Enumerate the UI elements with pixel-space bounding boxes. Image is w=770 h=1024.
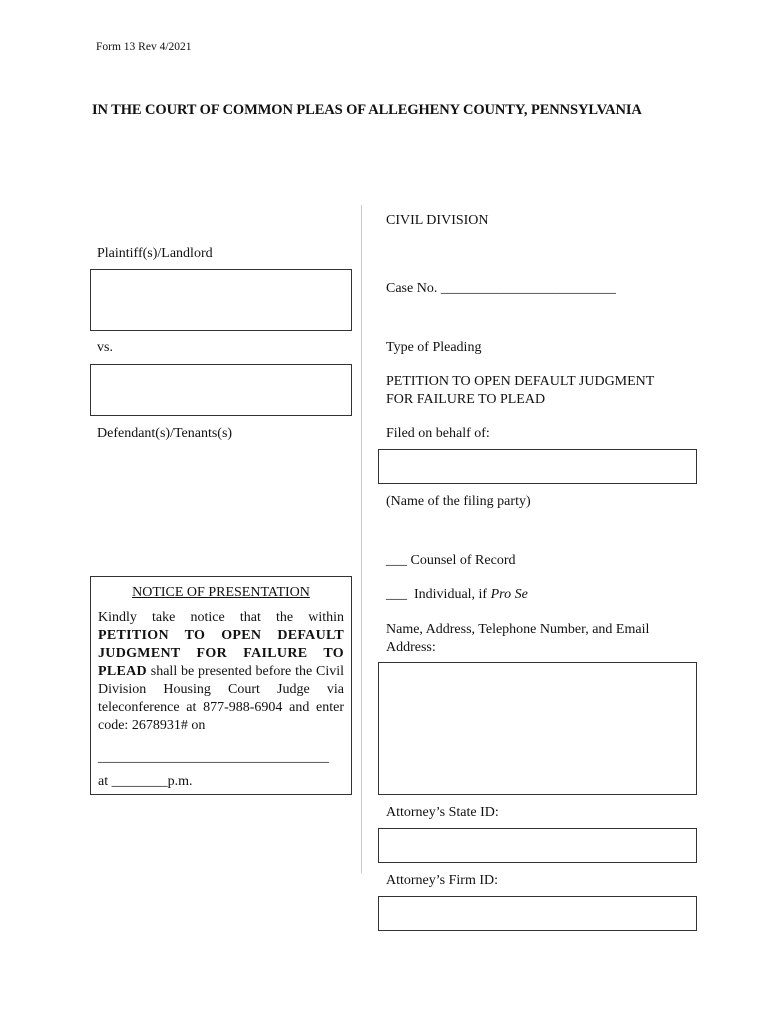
defendant-field[interactable] bbox=[91, 365, 351, 415]
firm-id-box bbox=[378, 896, 697, 931]
notice-text-intro: Kindly take notice that the within bbox=[98, 610, 344, 625]
counsel-of-record-option[interactable]: ___ Counsel of Record bbox=[386, 553, 516, 568]
pro-se-text: Pro Se bbox=[490, 587, 528, 602]
contact-info-label: Name, Address, Telephone Number, and Email Address: bbox=[386, 622, 650, 655]
court-title: IN THE COURT OF COMMON PLEAS OF ALLEGHENY COUNTY, PENNSYLVANIA bbox=[92, 102, 642, 118]
defendant-label: Defendant(s)/Tenants(s) bbox=[97, 426, 233, 441]
notice-pleading-name: PETITION TO OPEN DEFAULT JUDGMENT FOR FAILURE TO PLEAD bbox=[98, 628, 344, 679]
firm-id-label: Attorney’s Firm ID: bbox=[386, 873, 498, 888]
notice-text-details: shall be presented before the Civil Division Housing Court Judge via teleconference at 877-988-6904 and enter code: 2678931# on bbox=[98, 664, 344, 733]
notice-title: NOTICE OF PRESENTATION bbox=[132, 585, 310, 600]
individual-option-text: ___ Individual, if bbox=[386, 587, 491, 602]
division-label: CIVIL DIVISION bbox=[386, 213, 489, 228]
contact-info-box bbox=[378, 662, 697, 795]
pleading-title-line-1: PETITION TO OPEN DEFAULT JUDGMENT bbox=[386, 374, 655, 389]
case-number-label[interactable]: Case No. _________________________ bbox=[386, 281, 616, 296]
notice-body bbox=[98, 609, 344, 735]
plaintiff-label: Plaintiff(s)/Landlord bbox=[97, 246, 213, 261]
state-id-field[interactable] bbox=[379, 829, 696, 862]
filed-on-behalf-label: Filed on behalf of: bbox=[386, 426, 490, 441]
defendant-field-box bbox=[90, 364, 352, 416]
plaintiff-field[interactable] bbox=[91, 270, 351, 330]
filing-party-note: (Name of the filing party) bbox=[386, 494, 531, 509]
pleading-title bbox=[386, 373, 654, 409]
notice-of-presentation bbox=[90, 576, 352, 795]
pleading-type-label: Type of Pleading bbox=[386, 340, 482, 355]
form-revision: Form 13 Rev 4/2021 bbox=[96, 41, 192, 53]
state-id-box bbox=[378, 828, 697, 863]
plaintiff-field-box bbox=[90, 269, 352, 331]
state-id-label: Attorney’s State ID: bbox=[386, 805, 499, 820]
firm-id-field[interactable] bbox=[379, 897, 696, 930]
notice-time-line[interactable]: at ________p.m. bbox=[98, 774, 193, 789]
notice-date-line[interactable]: _________________________________ bbox=[98, 750, 329, 765]
filed-on-behalf-box bbox=[378, 449, 697, 484]
pleading-title-line-2: FOR FAILURE TO PLEAD bbox=[386, 392, 546, 407]
filed-on-behalf-field[interactable] bbox=[379, 450, 696, 483]
vs-label: vs. bbox=[97, 340, 113, 355]
column-divider bbox=[361, 205, 362, 873]
individual-pro-se-option[interactable] bbox=[386, 587, 528, 603]
contact-info-field[interactable] bbox=[379, 663, 696, 794]
